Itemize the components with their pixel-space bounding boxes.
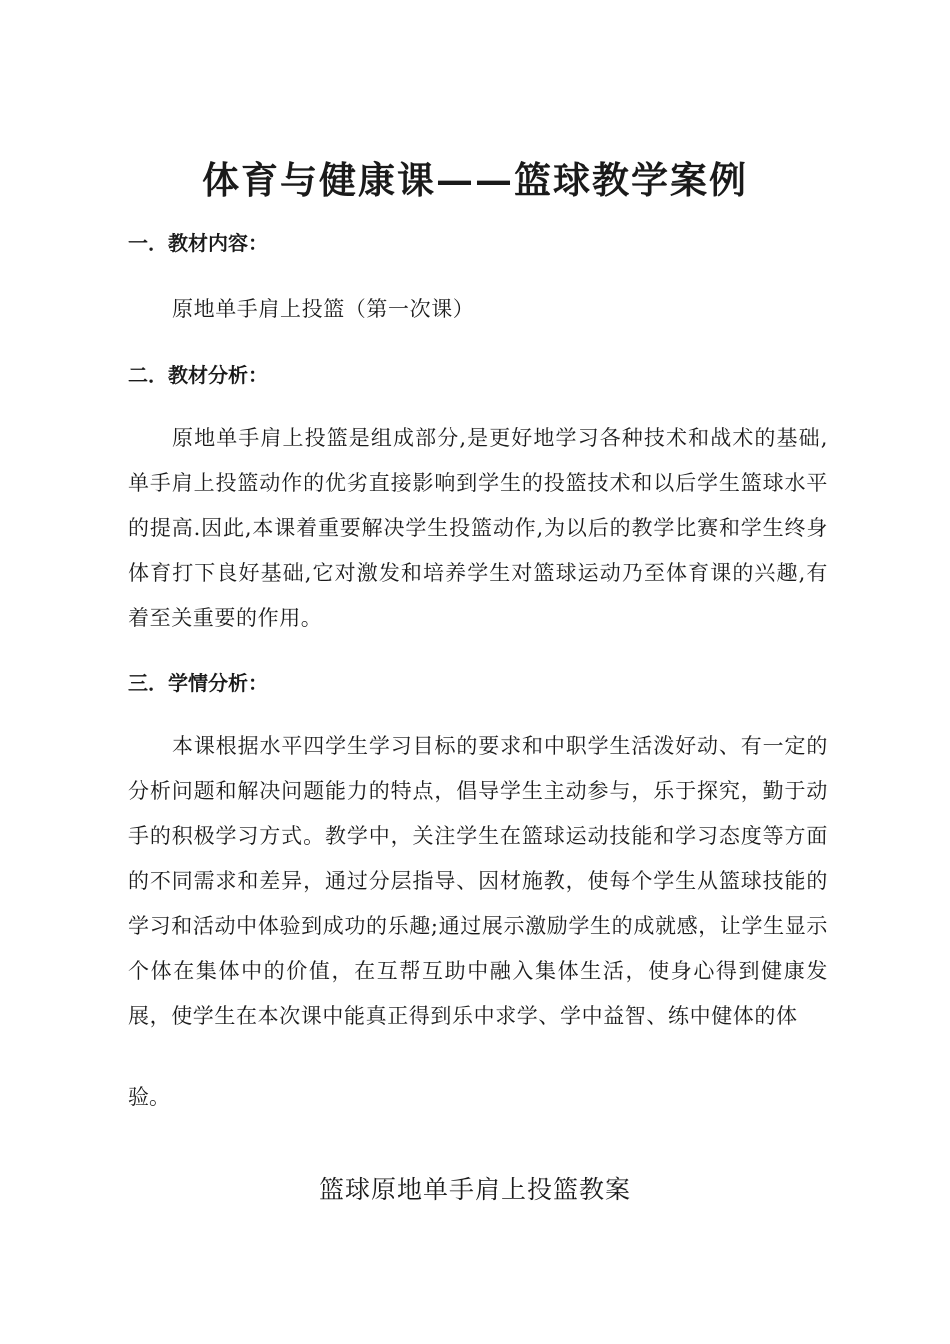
section-body-student-analysis-tail: 验。 bbox=[128, 1085, 170, 1109]
section-body-content: 原地单手肩上投篮（第一次课） bbox=[172, 297, 475, 321]
section-body-student-analysis: 本课根据水平四学生学习目标的要求和中职学生活泼好动、有一定的分析问题和解决问题能力的特点，倡导学生主动参与，乐于探究，勤于动手的积极学习方式。教学中，关注学生在篮球运动技能和学习态度等方面的不同需求和差异，通过分层指导、因材施教，使每个学生从篮球技能的学习和活动中体验到成功的乐趣;通过展示激励学生的成就感，让学生显示个体在集体中的价值，在互帮互助中融入集体生活，使身心得到健康发展，使学生在本次课中能真正得到乐中求学、学中益智、练中健体的体 bbox=[128, 734, 828, 1028]
lesson-plan-subtitle: 篮球原地单手肩上投篮教案 bbox=[318, 1175, 631, 1204]
section-heading-student-analysis: 三．学情分析： bbox=[128, 671, 268, 695]
section-heading-analysis: 二．教材分析： bbox=[128, 363, 268, 387]
section-heading-content: 一．教材内容： bbox=[128, 231, 268, 255]
section-body-analysis: 原地单手肩上投篮是组成部分,是更好地学习各种技术和战术的基础,单手肩上投篮动作的优劣直接影响到学生的投篮技术和以后学生篮球水平的提高.因此,本课着重要解决学生投篮动作,为以后的教学比赛和学生终身体育打下良好基础,它对激发和培养学生对篮球运动乃至体育课的兴趣,有着至关重要的作用。 bbox=[128, 426, 828, 630]
document-title: 体育与健康课——篮球教学案例 bbox=[202, 158, 748, 202]
